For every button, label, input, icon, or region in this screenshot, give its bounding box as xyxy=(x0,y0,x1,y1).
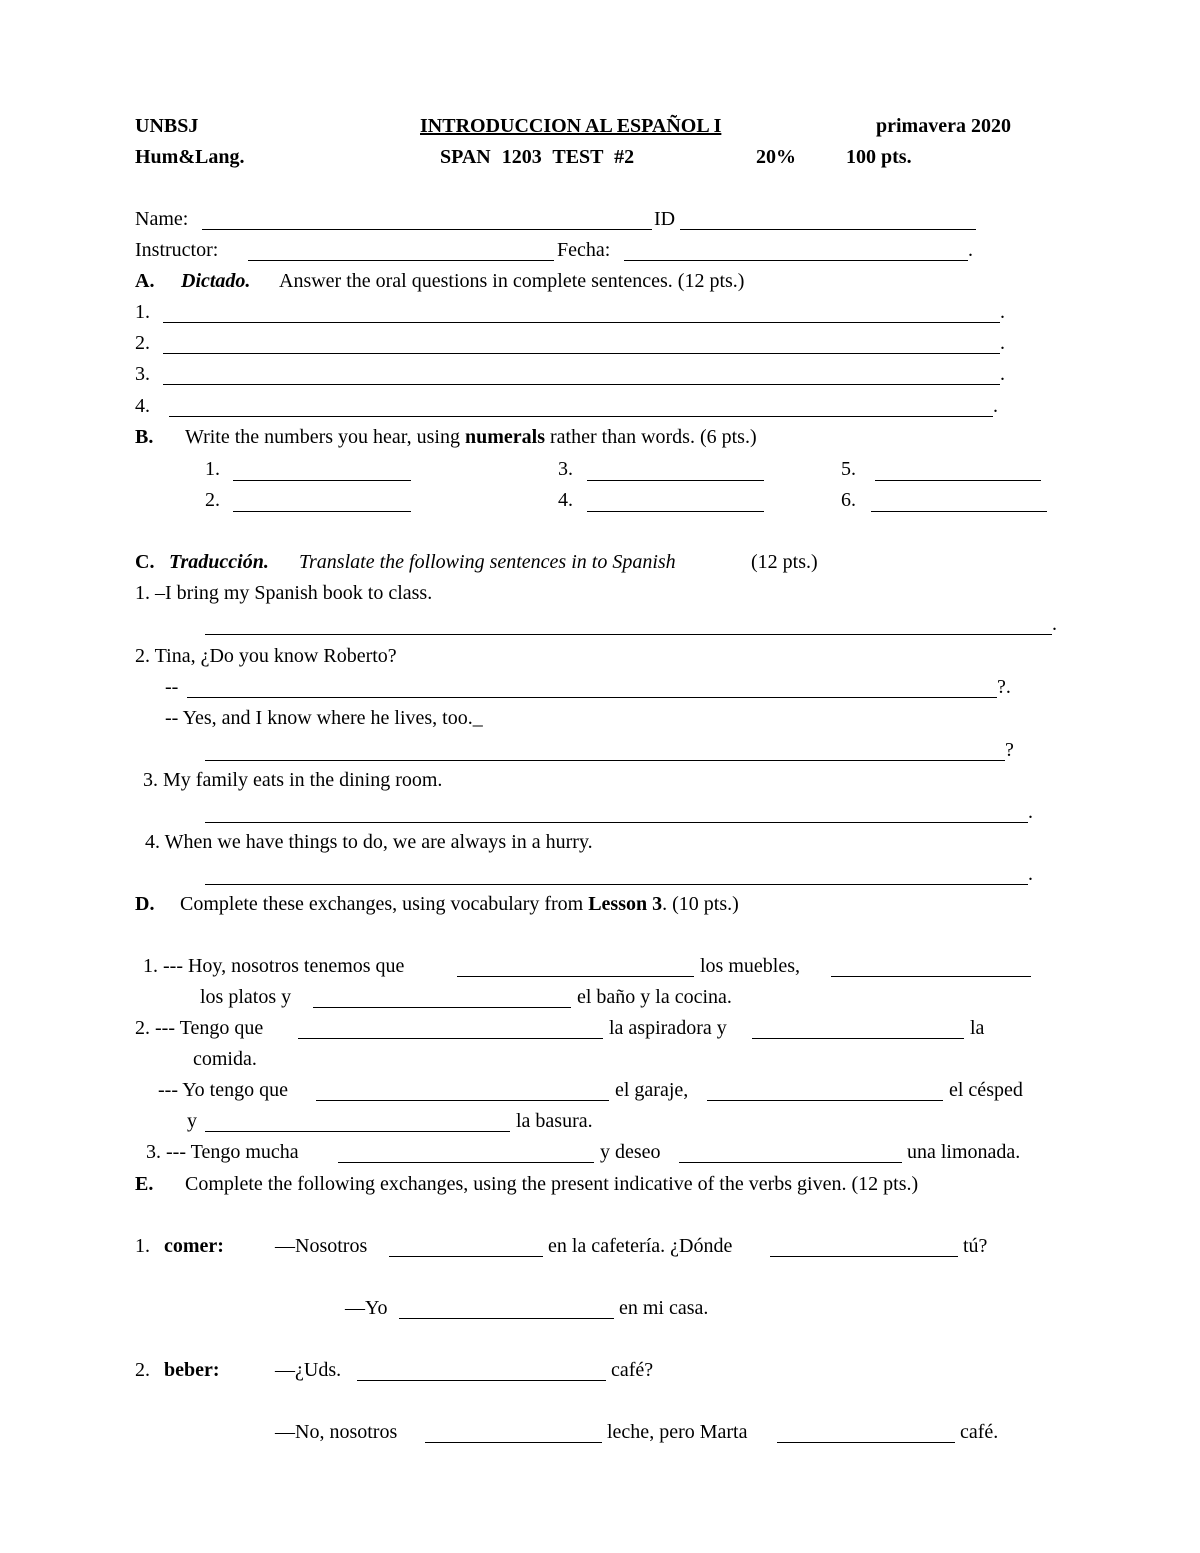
section-d-letter: D. xyxy=(135,893,155,915)
exchange-text: tú? xyxy=(963,1235,988,1257)
exchange-text: y xyxy=(187,1110,197,1132)
line-end: . xyxy=(1000,363,1005,385)
exchange-text: —Yo xyxy=(345,1297,388,1319)
line-end: . xyxy=(1052,613,1057,635)
exchange-text: una limonada. xyxy=(907,1141,1021,1163)
dictado-number: 2. xyxy=(135,332,150,354)
exchange-text: —No, nosotros xyxy=(275,1421,398,1443)
verb-blank[interactable] xyxy=(399,1318,614,1319)
exchange-text: 3. --- Tengo mucha xyxy=(146,1141,299,1163)
section-c-instruction: Translate the following sentences in to Spanish xyxy=(299,551,676,573)
instructor-label: Instructor: xyxy=(135,239,219,261)
instructor-field[interactable] xyxy=(248,260,554,261)
exchange-text: los muebles, xyxy=(700,955,800,977)
dictado-number: 3. xyxy=(135,363,150,385)
id-label: ID xyxy=(654,208,676,230)
translation-answer-1[interactable] xyxy=(205,634,1052,635)
dialogue-dash: -- xyxy=(165,676,179,698)
exchange-text: café? xyxy=(611,1359,654,1381)
vocab-blank[interactable] xyxy=(316,1100,609,1101)
vocab-blank[interactable] xyxy=(457,976,694,977)
numeral-answer-5[interactable] xyxy=(875,480,1041,481)
verb-number: 1. xyxy=(135,1235,150,1257)
line-end: ? xyxy=(1005,739,1014,761)
numeral-answer-3[interactable] xyxy=(587,480,764,481)
dictado-answer-3[interactable] xyxy=(163,384,1000,385)
exchange-text: —Nosotros xyxy=(275,1235,368,1257)
exchange-text: leche, pero Marta xyxy=(607,1421,748,1443)
test-code: SPAN 1203 TEST #2 xyxy=(440,146,635,168)
section-a-title: Dictado. xyxy=(181,270,251,292)
exchange-text: en la cafetería. ¿Dónde xyxy=(548,1235,733,1257)
translation-prompt-1: 1. –I bring my Spanish book to class. xyxy=(135,582,433,604)
vocab-blank[interactable] xyxy=(752,1038,964,1039)
numeral-number: 3. xyxy=(558,458,573,480)
section-e-letter: E. xyxy=(135,1173,154,1195)
exchange-text: y deseo xyxy=(600,1141,661,1163)
line-end: . xyxy=(1000,332,1005,354)
exchange-text: 2. --- Tengo que xyxy=(135,1017,264,1039)
section-a-instruction: Answer the oral questions in complete sentences. (12 pts.) xyxy=(279,270,745,292)
translation-answer-4[interactable] xyxy=(205,884,1028,885)
verb-number: 2. xyxy=(135,1359,150,1381)
numeral-answer-2[interactable] xyxy=(233,511,411,512)
name-label: Name: xyxy=(135,208,189,230)
translation-prompt-2: 2. Tina, ¿Do you know Roberto? xyxy=(135,645,397,667)
exchange-text: --- Yo tengo que xyxy=(158,1079,288,1101)
vocab-blank[interactable] xyxy=(679,1162,902,1163)
exchange-text: la aspiradora y xyxy=(609,1017,727,1039)
term: primavera 2020 xyxy=(876,115,1011,137)
section-b-letter: B. xyxy=(135,426,154,448)
numeral-answer-1[interactable] xyxy=(233,480,411,481)
verb-label: comer: xyxy=(164,1235,224,1257)
numeral-number: 5. xyxy=(841,458,856,480)
exchange-text: la basura. xyxy=(516,1110,593,1132)
translation-prompt-4: 4. When we have things to do, we are always in a hurry. xyxy=(145,831,593,853)
fecha-field[interactable] xyxy=(624,260,968,261)
dictado-answer-2[interactable] xyxy=(163,353,1000,354)
course-title: INTRODUCCION AL ESPAÑOL I xyxy=(420,115,722,137)
numeral-answer-6[interactable] xyxy=(871,511,1047,512)
exchange-text: el garaje, xyxy=(615,1079,689,1101)
verb-blank[interactable] xyxy=(389,1256,543,1257)
verb-blank[interactable] xyxy=(357,1380,606,1381)
translation-answer-2b[interactable] xyxy=(205,760,1005,761)
verb-blank[interactable] xyxy=(425,1442,602,1443)
dictado-answer-1[interactable] xyxy=(163,322,1000,323)
points-total: 100 pts. xyxy=(846,146,912,168)
exchange-text: la xyxy=(970,1017,985,1039)
fecha-period: . xyxy=(968,239,973,261)
numeral-answer-4[interactable] xyxy=(587,511,764,512)
translation-prompt-3: 3. My family eats in the dining room. xyxy=(143,769,443,791)
section-e-instruction: Complete the following exchanges, using the present indicative of the verbs given. (12 pts.) xyxy=(185,1173,919,1195)
section-a-letter: A. xyxy=(135,270,155,292)
vocab-blank[interactable] xyxy=(313,1007,571,1008)
verb-label: beber: xyxy=(164,1359,220,1381)
section-d-instruction: Complete these exchanges, using vocabulary from Lesson 3. (10 pts.) xyxy=(180,893,739,915)
section-c-title: Traducción. xyxy=(169,551,269,573)
line-end: . xyxy=(1028,801,1033,823)
section-c-letter: C. xyxy=(135,551,155,573)
exchange-text: —¿Uds. xyxy=(275,1359,342,1381)
numeral-number: 2. xyxy=(205,489,220,511)
dictado-number: 4. xyxy=(135,395,150,417)
vocab-blank[interactable] xyxy=(831,976,1031,977)
school-name: UNBSJ xyxy=(135,115,199,137)
dictado-number: 1. xyxy=(135,301,150,323)
name-field[interactable] xyxy=(202,229,652,230)
numeral-number: 1. xyxy=(205,458,220,480)
section-b-instruction: Write the numbers you hear, using numerals rather than words. (6 pts.) xyxy=(185,426,757,448)
exchange-text: el baño y la cocina. xyxy=(577,986,732,1008)
vocab-blank[interactable] xyxy=(205,1131,510,1132)
line-end: . xyxy=(1028,863,1033,885)
section-c-points: (12 pts.) xyxy=(751,551,818,573)
vocab-blank[interactable] xyxy=(707,1100,943,1101)
id-field[interactable] xyxy=(680,229,976,230)
numeral-number: 4. xyxy=(558,489,573,511)
exchange-text: los platos y xyxy=(200,986,292,1008)
vocab-blank[interactable] xyxy=(298,1038,603,1039)
exchange-text: 1. --- Hoy, nosotros tenemos que xyxy=(143,955,405,977)
exchange-text: café. xyxy=(960,1421,999,1443)
translation-prompt-2b: -- Yes, and I know where he lives, too._ xyxy=(165,707,483,729)
line-end: . xyxy=(1000,301,1005,323)
verb-blank[interactable] xyxy=(770,1256,958,1257)
weight: 20% xyxy=(756,146,796,168)
numeral-number: 6. xyxy=(841,489,856,511)
exchange-text: el césped xyxy=(949,1079,1023,1101)
verb-blank[interactable] xyxy=(777,1442,955,1443)
translation-answer-3[interactable] xyxy=(205,822,1028,823)
line-end: . xyxy=(993,395,998,417)
dictado-answer-4[interactable] xyxy=(169,416,993,417)
faculty: Hum&Lang. xyxy=(135,146,245,168)
vocab-blank[interactable] xyxy=(338,1162,594,1163)
fecha-label: Fecha: xyxy=(557,239,611,261)
exchange-text: comida. xyxy=(193,1048,257,1070)
line-end: ?. xyxy=(997,676,1011,698)
exchange-text: en mi casa. xyxy=(619,1297,709,1319)
translation-answer-2a[interactable] xyxy=(187,697,997,698)
